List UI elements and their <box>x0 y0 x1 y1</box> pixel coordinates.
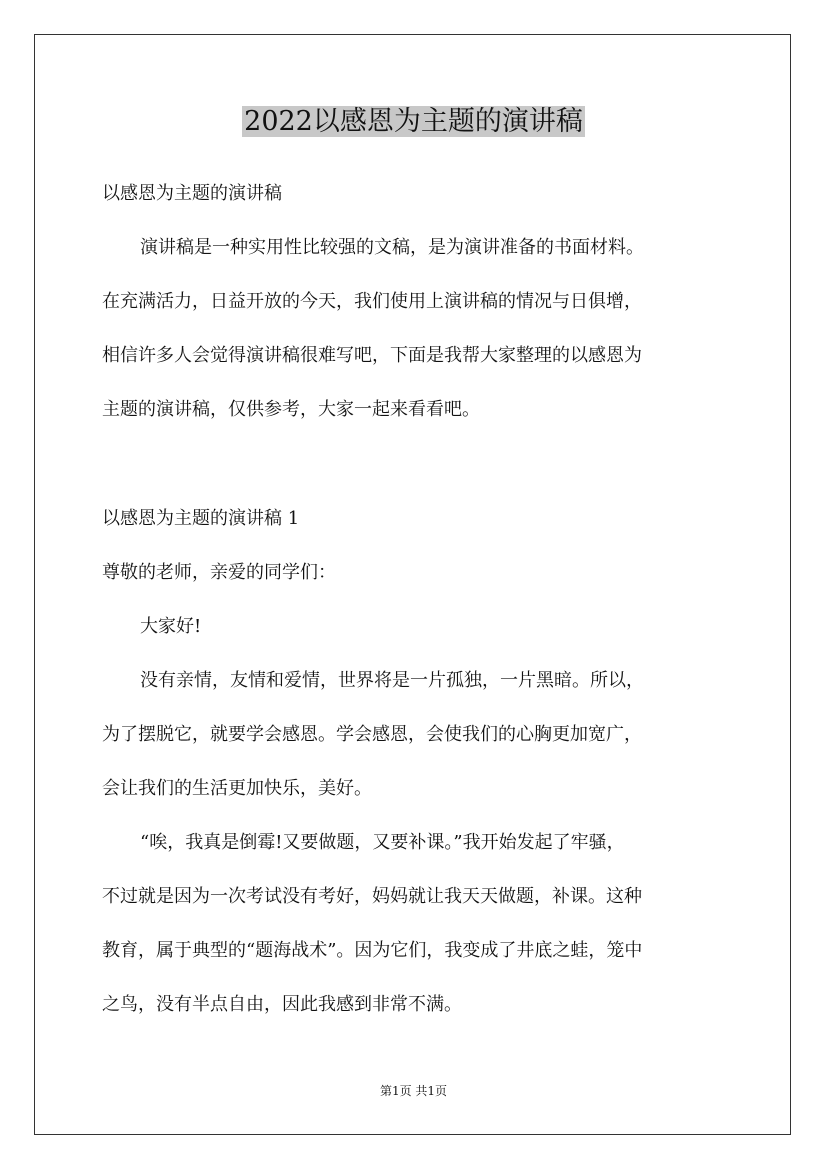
document-subtitle: 以感恩为主题的演讲稿 <box>102 183 282 204</box>
greeting: 大家好! <box>140 616 202 637</box>
intro-line-3: 相信许多人会觉得演讲稿很难写吧，下面是我帮大家整理的以感恩为 <box>102 345 642 366</box>
document-title-text: 2022以感恩为主题的演讲稿 <box>244 106 583 137</box>
salutation: 尊敬的老师，亲爱的同学们： <box>102 562 336 583</box>
intro-line-2: 在充满活力，日益开放的今天，我们使用上演讲稿的情况与日俱增， <box>102 291 642 312</box>
paragraph1-line-3: 会让我们的生活更加快乐，美好。 <box>102 778 372 799</box>
paragraph2-line-3: 教育，属于典型的“题海战术”。因为它们，我变成了井底之蛙，笼中 <box>102 940 643 961</box>
paragraph1-line-2: 为了摆脱它，就要学会感恩。学会感恩，会使我们的心胸更加宽广， <box>102 724 642 745</box>
section-heading: 以感恩为主题的演讲稿 1 <box>102 508 300 529</box>
document-title <box>0 102 827 142</box>
page-number: 第1页 共1页 <box>379 1084 448 1098</box>
paragraph2-line-1: “唉，我真是倒霉!又要做题，又要补课。”我开始发起了牢骚， <box>140 832 625 853</box>
paragraph2-line-2: 不过就是因为一次考试没有考好，妈妈就让我天天做题，补课。这种 <box>102 886 642 907</box>
intro-line-4: 主题的演讲稿，仅供参考，大家一起来看看吧。 <box>102 399 480 420</box>
intro-line-1: 演讲稿是一种实用性比较强的文稿，是为演讲准备的书面材料。 <box>140 237 644 258</box>
paragraph1-line-1: 没有亲情，友情和爱情，世界将是一片孤独，一片黑暗。所以， <box>140 670 644 691</box>
paragraph2-line-4: 之鸟，没有半点自由，因此我感到非常不满。 <box>102 994 462 1015</box>
